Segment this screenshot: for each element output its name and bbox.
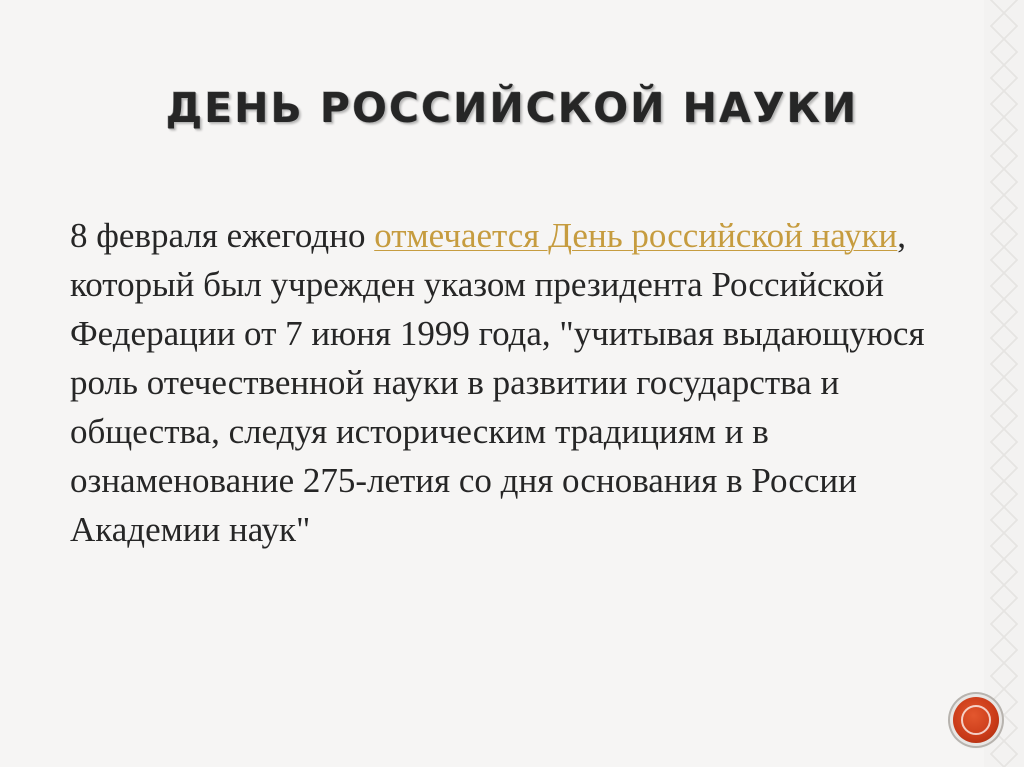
badge-ring xyxy=(961,705,991,735)
body-text-rest: , который был учрежден указом президента Российской Федерации от 7 июня 1999 года, "учитывая выдающуюся роль отечественной науки в развитии государства и общества, следуя историческим традициям и в ознаменование 275-летия со дня основания в России Академии наук" xyxy=(70,216,925,549)
body-text-link[interactable]: отмечается День российской науки xyxy=(374,216,898,255)
slide-body-text xyxy=(70,211,950,554)
body-text-intro: 8 февраля ежегодно xyxy=(70,216,375,255)
slide-title: ДЕНЬ РОССИЙСКОЙ НАУКИ xyxy=(165,84,859,132)
circle-nav-icon[interactable] xyxy=(953,697,999,743)
